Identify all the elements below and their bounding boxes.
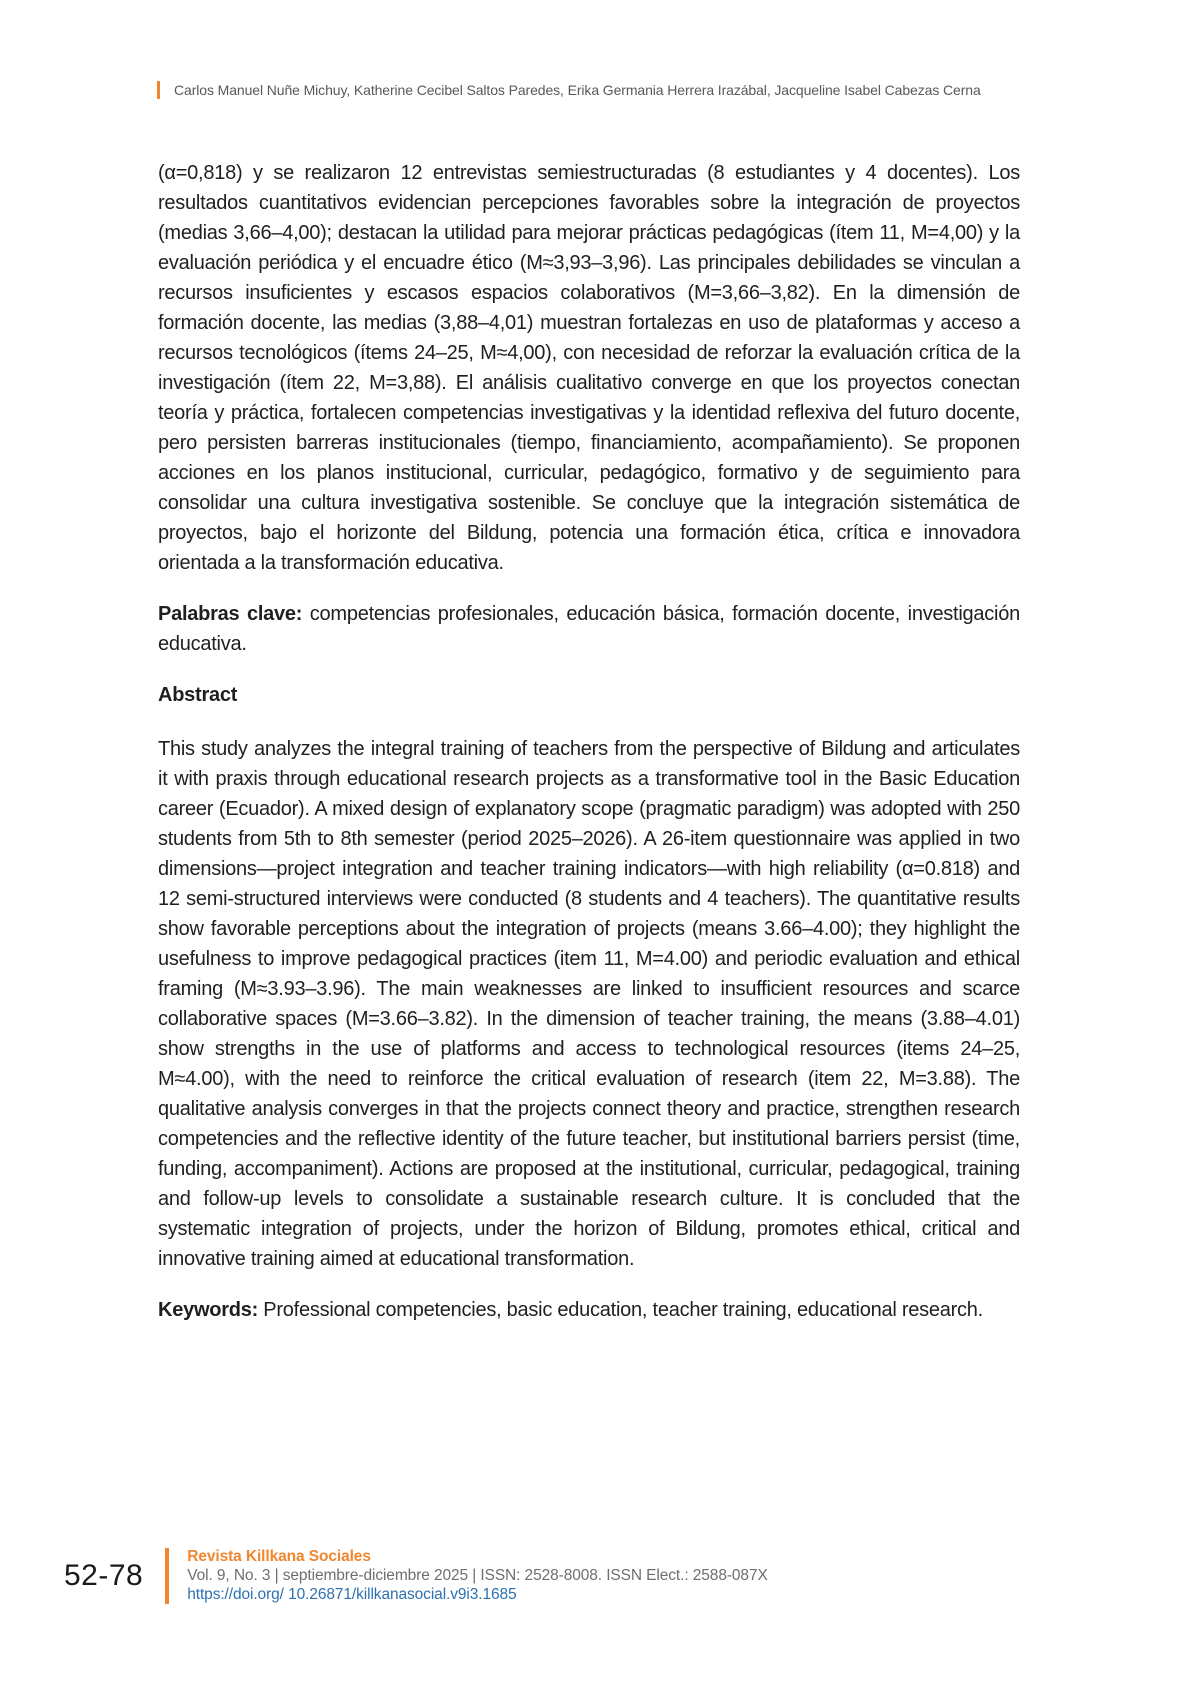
- abstract-heading: Abstract: [158, 684, 238, 706]
- abstract-content: [158, 158, 1020, 1346]
- keywords-en-label: Keywords:: [158, 1299, 258, 1321]
- page-footer: [64, 1547, 768, 1604]
- footer-accent-bar: [165, 1548, 169, 1604]
- footer-meta: [187, 1547, 767, 1604]
- keywords-es-paragraph: [158, 599, 1020, 659]
- keywords-en-paragraph: [158, 1295, 1020, 1325]
- abstract-es-paragraph: (α=0,818) y se realizaron 12 entrevistas semiestructuradas (8 estudiantes y 4 docentes). Los resultados cuantitativos evidencian percepciones favorables sobre la integración de proyectos (medias 3,66–4,00); destacan la utilidad para mejorar prácticas pedagógicas (ítem 11, M=4,00) y la evaluación periódica y el encuadre ético (M≈3,93–3,96). Las principales debilidades se vinculan a recursos insuficientes y escasos espacios colaborativos (M=3,66–3,82). En la dimensión de formación docente, las medias (3,88–4,01) muestran fortalezas en uso de plataformas y acceso a recursos tecnológicos (ítems 24–25, M≈4,00), con necesidad de reforzar la evaluación crítica de la investigación (ítem 22, M=3,88). El análisis cualitativo converge en que los proyectos conectan teoría y práctica, fortalecen competencias investigativas y la identidad reflexiva del futuro docente, pero persisten barreras institucionales (tiempo, financiamiento, acompañamiento). Se proponen acciones en los planos institucional, curricular, pedagógico, formativo y de seguimiento para consolidar una cultura investigativa sostenible. Se concluye que la integración sistemática de proyectos, bajo el horizonte del Bildung, potencia una formación ética, crítica e innovadora orientada a la transformación educativa.: [158, 162, 1020, 574]
- doi-link[interactable]: https://doi.org/ 10.26871/killkanasocial.v9i3.1685: [187, 1586, 517, 1603]
- abstract-en-paragraph: This study analyzes the integral training of teachers from the perspective of Bildung and articulates it with praxis through educational research projects as a transformative tool in the Basic Education career (Ecuador). A mixed design of explanatory scope (pragmatic paradigm) was adopted with 250 students from 5th to 8th semester (period 2025–2026). A 26-item questionnaire was applied in two dimensions—project integration and teacher training indicators—with high reliability (α=0.818) and 12 semi-structured interviews were conducted (8 students and 4 teachers). The quantitative results show favorable perceptions about the integration of projects (means 3.66–4.00); they highlight the usefulness to improve pedagogical practices (item 11, M=4.00) and periodic evaluation and ethical framing (M≈3.93–3.96). The main weaknesses are linked to insufficient resources and scarce collaborative spaces (M=3.66–3.82). In the dimension of teacher training, the means (3.88–4.01) show strengths in the use of platforms and access to technological resources (items 24–25, M≈4.00), with the need to reinforce the critical evaluation of research (item 22, M=3.88). The qualitative analysis converges in that the projects connect theory and practice, strengthen research competencies and the reflective identity of the future teacher, but institutional barriers persist (time, funding, accompaniment). Actions are proposed at the institutional, curricular, pedagogical, training and follow-up levels to consolidate a sustainable research culture. It is concluded that the systematic integration of projects, under the horizon of Bildung, promotes ethical, critical and innovative training aimed at educational transformation.: [158, 738, 1020, 1270]
- page-header: [157, 81, 981, 99]
- keywords-es-label: Palabras clave:: [158, 603, 303, 625]
- journal-name: Revista Killkana Sociales: [187, 1548, 371, 1565]
- keywords-en-text: Professional competencies, basic education, teacher training, educational research.: [258, 1299, 983, 1321]
- keywords-es-text: competencias profesionales, educación básica, formación docente, investigación educativa.: [158, 603, 1020, 655]
- header-accent-bar: [157, 81, 160, 99]
- page-range: 52-78: [64, 1558, 144, 1592]
- header-authors: Carlos Manuel Nuñe Michuy, Katherine Cecibel Saltos Paredes, Erika Germania Herrera Irazábal, Jacqueline Isabel Cabezas Cerna: [174, 82, 981, 98]
- issue-info: Vol. 9, No. 3 | septiembre-diciembre 2025 | ISSN: 2528-8008. ISSN Elect.: 2588-087X: [187, 1567, 768, 1584]
